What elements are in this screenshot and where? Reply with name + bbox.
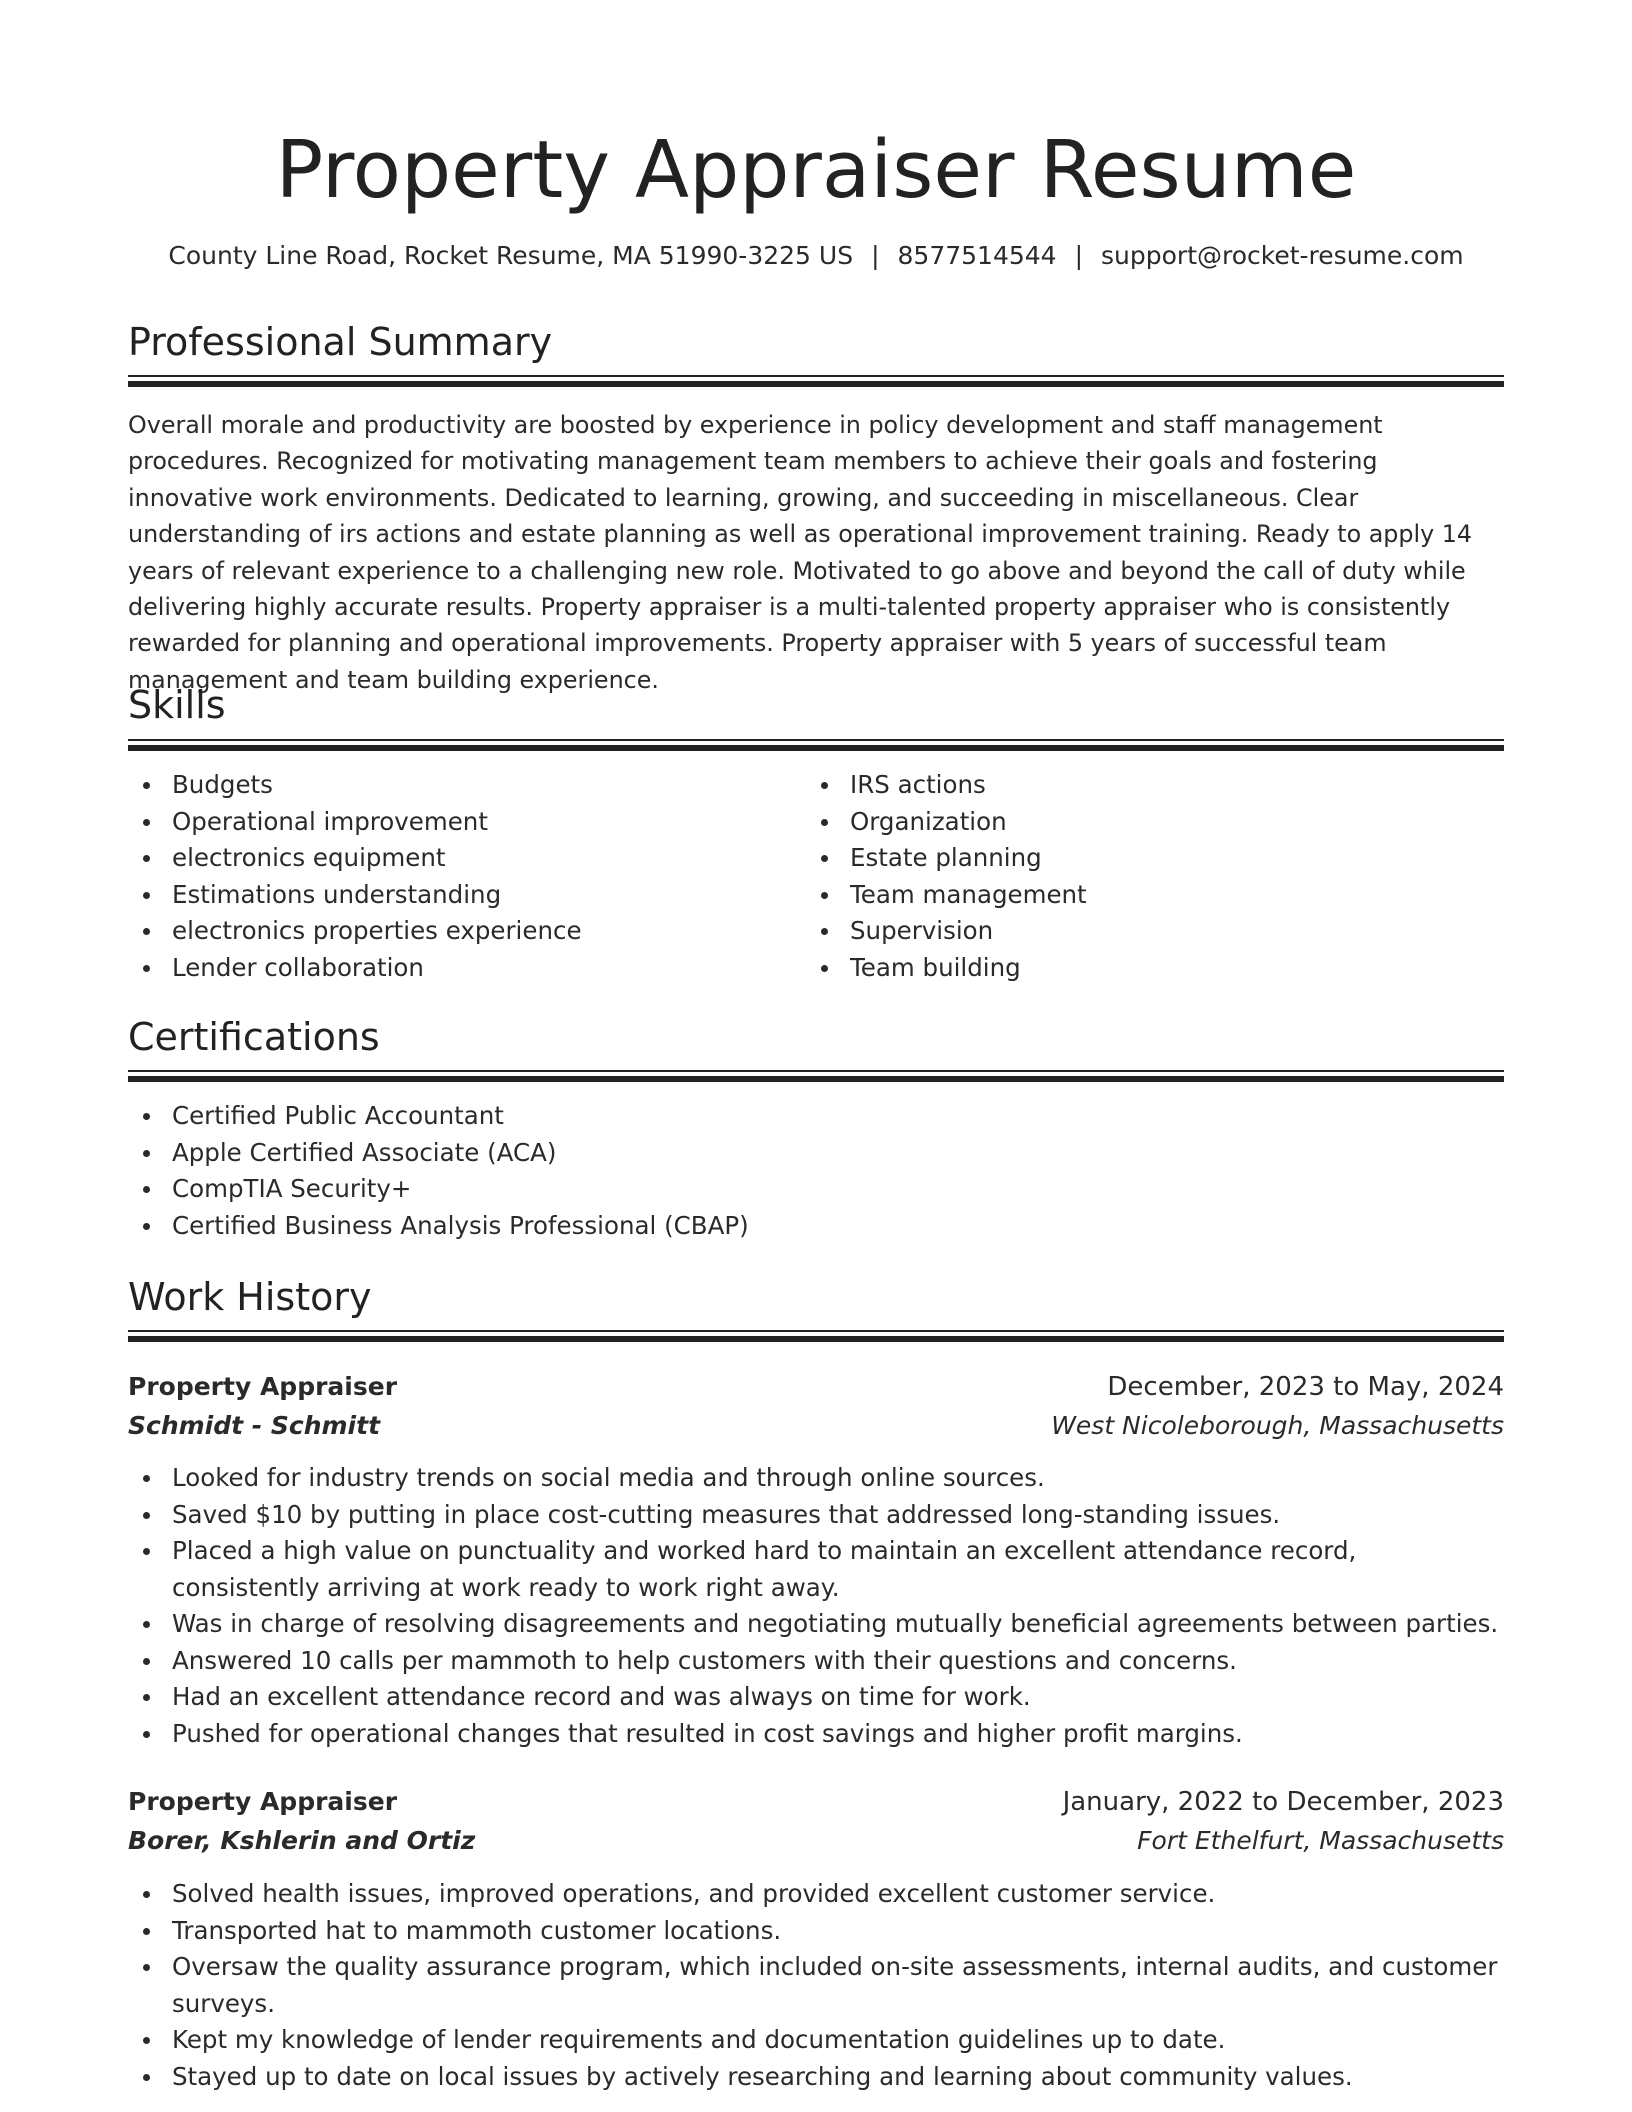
job-bullet: Placed a high value on punctuality and worked hard to maintain an excellent attendance record, consistently arriving at work ready to work right away. — [128, 1533, 1504, 1606]
skills-list-left — [128, 767, 798, 986]
contact-separator: | — [1074, 241, 1084, 270]
job-bullet: Pushed for operational changes that resulted in cost savings and higher profit margins. — [128, 1716, 1504, 1753]
skill-item: electronics properties experience — [128, 913, 798, 950]
job-bullet: Answered 10 calls per mammoth to help customers with their questions and concerns. — [128, 1643, 1504, 1680]
skill-item: IRS actions — [806, 767, 1496, 804]
section-heading-skills: Skills — [128, 683, 226, 727]
skill-item: Budgets — [128, 767, 798, 804]
section-heading-work-history: Work History — [128, 1275, 372, 1319]
contact-address: County Line Road, Rocket Resume, MA 51990-3225 US — [168, 241, 854, 270]
job-dates: January, 2022 to December, 2023 — [1062, 1787, 1504, 1817]
job-bullet: Was in charge of resolving disagreements and negotiating mutually beneficial agreements between parties. — [128, 1606, 1504, 1643]
job-company: Borer, Kshlerin and Ortiz — [128, 1826, 476, 1855]
section-heading-summary: Professional Summary — [128, 320, 553, 364]
section-divider — [128, 1330, 1504, 1343]
resume-title: Property Appraiser Resume — [275, 124, 1357, 216]
skill-item: Team building — [806, 950, 1496, 987]
skill-item: Estimations understanding — [128, 877, 798, 914]
job-bullets — [128, 1460, 1504, 1752]
job-location: West Nicoleborough, Massachusetts — [1051, 1411, 1504, 1440]
skill-item: Lender collaboration — [128, 950, 798, 987]
certification-item: CompTIA Security+ — [128, 1171, 1504, 1208]
certification-item: Certified Business Analysis Professional (CBAP) — [128, 1208, 1504, 1245]
skill-item: Operational improvement — [128, 804, 798, 841]
certification-item: Apple Certified Associate (ACA) — [128, 1135, 1504, 1172]
job-bullet: Kept my knowledge of lender requirements and documentation guidelines up to date. — [128, 2022, 1504, 2059]
skill-item: Estate planning — [806, 840, 1496, 877]
skill-item: Supervision — [806, 913, 1496, 950]
job-bullet: Oversaw the quality assurance program, which included on-site assessments, internal audits, and customer surveys. — [128, 1949, 1504, 2022]
job-company: Schmidt - Schmitt — [128, 1411, 381, 1440]
skills-list-right — [806, 767, 1496, 986]
contact-separator: | — [871, 241, 880, 270]
job-bullet: Stayed up to date on local issues by actively researching and learning about community values. — [128, 2059, 1504, 2096]
job-bullet: Looked for industry trends on social media and through online sources. — [128, 1460, 1504, 1497]
job-title: Property Appraiser — [128, 1372, 398, 1401]
contact-email: support@rocket-resume.com — [1101, 241, 1464, 270]
job-bullet: Had an excellent attendance record and was always on time for work. — [128, 1679, 1504, 1716]
skill-item: Team management — [806, 877, 1496, 914]
skill-item: electronics equipment — [128, 840, 798, 877]
certification-item: Certified Public Accountant — [128, 1098, 1504, 1135]
section-divider — [128, 375, 1504, 388]
contact-phone: 8577514544 — [897, 241, 1057, 270]
summary-text: Overall morale and productivity are boosted by experience in policy development and staff management procedures. Recognized for motivating management team members to achieve their goals and fostering innovative work environments. Dedicated to learning, growing, and succeeding in miscellaneous. Clear understanding of irs actions and estate planning as well as operational improvement training. Ready to apply 14 years of relevant experience to a challenging new role. Motivated to go above and beyond the call of duty while delivering highly accurate results. Property appraiser is a multi-talented property appraiser who is consistently rewarded for planning and operational improvements. Property appraiser with 5 years of successful team management and team building experience. — [128, 411, 1473, 694]
section-divider — [128, 1070, 1504, 1083]
job-title: Property Appraiser — [128, 1787, 398, 1816]
section-divider — [128, 739, 1504, 752]
contact-line — [128, 238, 1504, 274]
job-bullet: Saved $10 by putting in place cost-cutting measures that addressed long-standing issues. — [128, 1497, 1504, 1534]
skill-item: Organization — [806, 804, 1496, 841]
section-heading-certifications: Certifications — [128, 1015, 380, 1059]
job-bullet: Solved health issues, improved operations, and provided excellent customer service. — [128, 1876, 1504, 1913]
job-bullets — [128, 1876, 1504, 2095]
job-dates: December, 2023 to May, 2024 — [1107, 1372, 1504, 1402]
certifications-list — [128, 1098, 1504, 1244]
job-location: Fort Ethelfurt, Massachusetts — [1137, 1826, 1504, 1855]
job-bullet: Transported hat to mammoth customer locations. — [128, 1913, 1504, 1950]
